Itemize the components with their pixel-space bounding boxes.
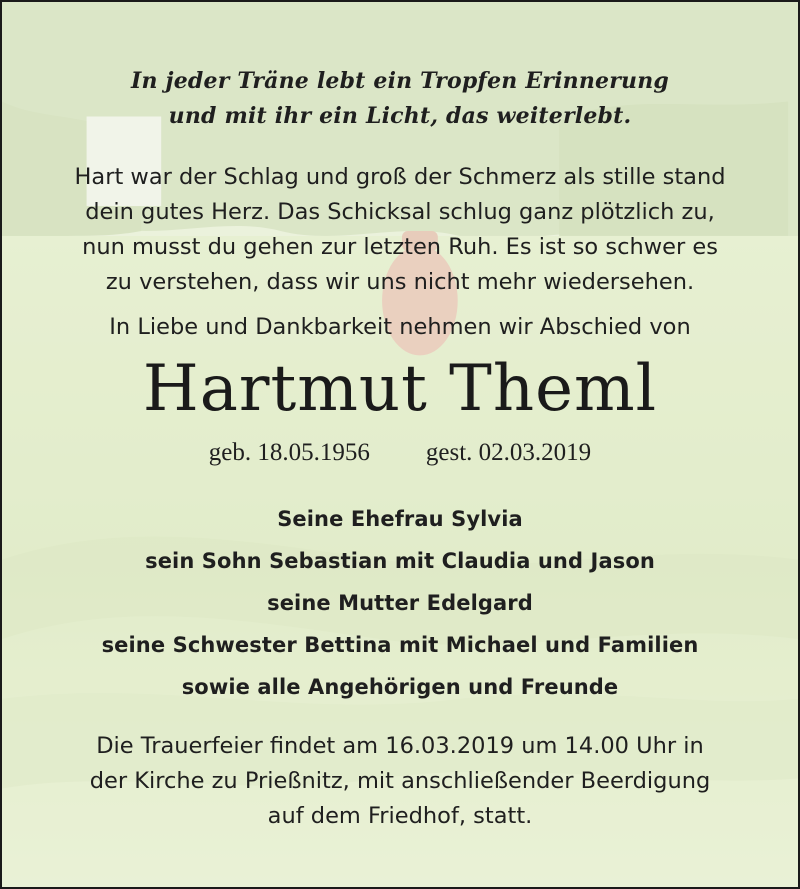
poem-line: Hart war der Schlag und groß der Schmerz als stille stand bbox=[74, 164, 726, 190]
mourner-line: sowie alle Angehörigen und Freunde bbox=[181, 675, 619, 699]
poem-line: nun musst du gehen zur letzten Ruh. Es ist so schwer es bbox=[82, 234, 718, 260]
mourner-line: seine Mutter Edelgard bbox=[267, 591, 533, 615]
funeral-details bbox=[2, 729, 798, 834]
ceremony-line: der Kirche zu Prießnitz, mit anschließender Beerdigung bbox=[89, 768, 711, 794]
death-date: gest. 02.03.2019 bbox=[425, 439, 592, 466]
ceremony-line: Die Trauerfeier findet am 16.03.2019 um 14.00 Uhr in bbox=[96, 733, 704, 759]
mourners-list bbox=[2, 498, 798, 708]
mourner-line: seine Schwester Bettina mit Michael und Familien bbox=[101, 633, 699, 657]
motto-line: und mit ihr ein Licht, das weiterlebt. bbox=[168, 103, 632, 129]
motto-quote bbox=[2, 64, 798, 134]
deceased-name: Hartmut Theml bbox=[142, 352, 658, 426]
poem-verse bbox=[2, 160, 798, 300]
birth-date: geb. 18.05.1956 bbox=[208, 439, 370, 466]
mourner-line: Seine Ehefrau Sylvia bbox=[277, 507, 523, 531]
poem-line: zu verstehen, dass wir uns nicht mehr wiedersehen. bbox=[105, 269, 695, 295]
motto-line: In jeder Träne lebt ein Tropfen Erinnerung bbox=[131, 68, 669, 94]
life-dates bbox=[2, 436, 798, 470]
mourner-line: sein Sohn Sebastian mit Claudia und Jason bbox=[145, 549, 655, 573]
farewell-line: In Liebe und Dankbarkeit nehmen wir Abschied von bbox=[109, 314, 691, 340]
poem-line: dein gutes Herz. Das Schicksal schlug ganz plötzlich zu, bbox=[85, 199, 715, 225]
ceremony-line: auf dem Friedhof, statt. bbox=[267, 803, 533, 829]
notice-content bbox=[2, 2, 798, 887]
